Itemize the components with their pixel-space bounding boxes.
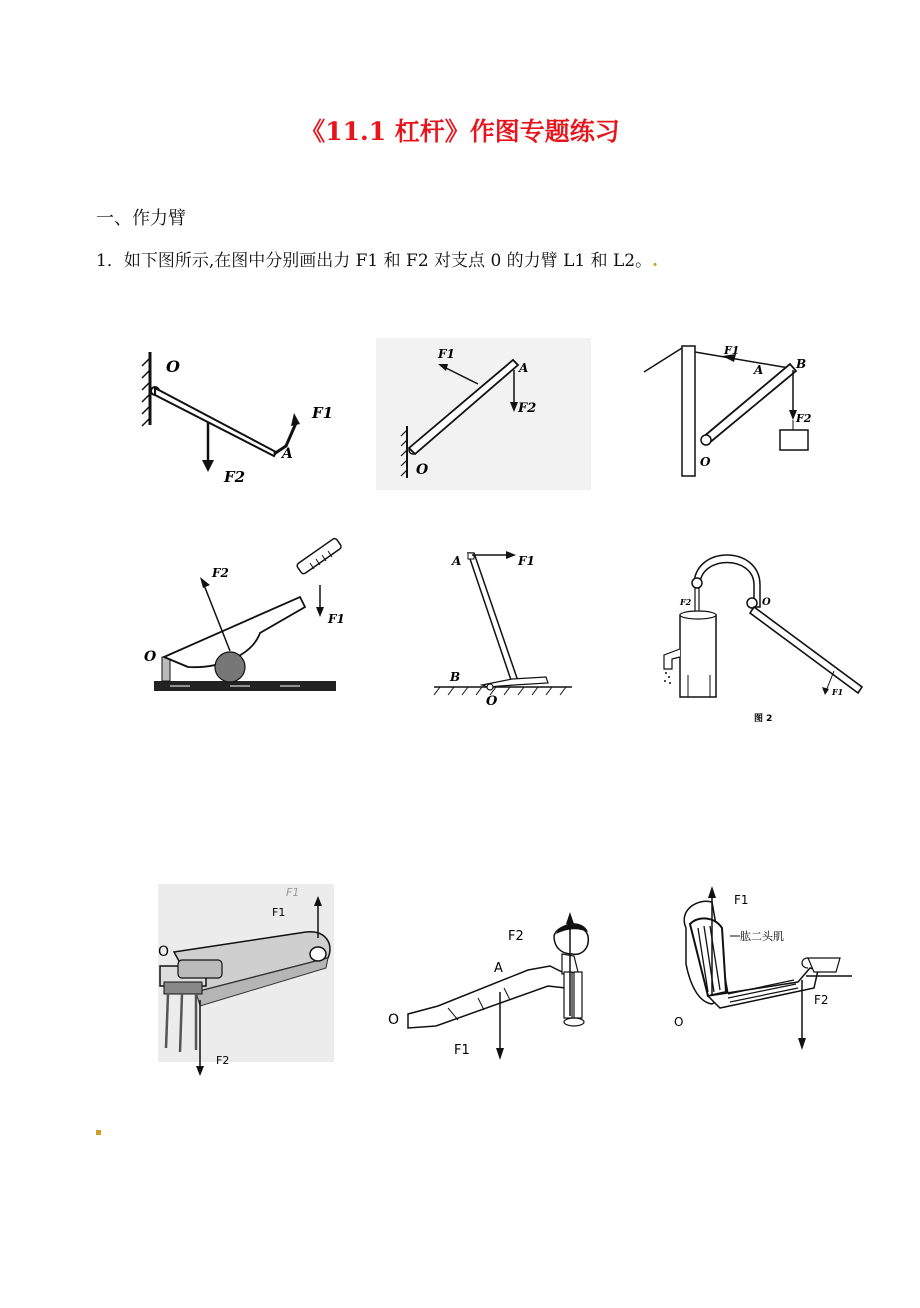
figure-3-pole-rope xyxy=(644,338,814,478)
label-F1: F1 xyxy=(438,347,455,361)
figure-9-arm-biceps xyxy=(668,884,858,1054)
label-F1-faded: F1 xyxy=(286,886,300,899)
figure-7-gripper xyxy=(156,882,336,1078)
page-title: 《11.1 杠杆》作图专题练习 xyxy=(300,117,620,146)
label-A: A xyxy=(754,363,764,377)
label-O: O xyxy=(388,1012,400,1028)
label-F1: F1 xyxy=(454,1043,470,1058)
label-O: O xyxy=(674,1015,684,1029)
label-O: O xyxy=(158,944,170,960)
section-heading: 一、作力臂 xyxy=(96,208,186,229)
question-text: 1．如下图所示,在图中分别画出力 F1 和 F2 对支点 0 的力臂 L1 和 L2。 xyxy=(96,251,653,271)
question-1 xyxy=(96,246,658,271)
label-F2: F2 xyxy=(212,566,229,580)
label-muscle: 肱二头肌 xyxy=(740,930,784,943)
label-F2: F2 xyxy=(814,993,829,1007)
label-F2: F2 xyxy=(508,929,524,944)
label-F1: F1 xyxy=(312,404,334,422)
footer-mark xyxy=(96,1130,101,1135)
label-O: O xyxy=(486,694,498,709)
figure-1-wall-lever xyxy=(136,340,346,490)
figure-5-bent-bar xyxy=(432,545,574,710)
label-F2: F2 xyxy=(680,597,692,607)
question-mark: . xyxy=(652,251,659,271)
label-F2: F2 xyxy=(224,468,246,486)
figure-caption: 图 2 xyxy=(754,714,773,724)
label-F1: F1 xyxy=(328,612,345,626)
label-O: O xyxy=(416,462,429,478)
label-F2: F2 xyxy=(216,1054,230,1067)
label-F2: F2 xyxy=(796,412,812,425)
label-F1: F1 xyxy=(518,554,535,568)
label-F1: F1 xyxy=(734,893,749,907)
label-B: B xyxy=(450,670,461,684)
label-A: A xyxy=(282,446,293,462)
label-B: B xyxy=(796,357,807,371)
label-A: A xyxy=(494,961,503,976)
label-O: O xyxy=(166,357,180,376)
label-F1: F1 xyxy=(272,906,286,919)
label-F2: F2 xyxy=(518,401,537,416)
label-O: O xyxy=(762,597,771,608)
label-F1: F1 xyxy=(724,344,740,357)
figure-2-inclined-rod xyxy=(376,338,591,490)
figure-6-water-pump xyxy=(650,545,870,725)
label-A: A xyxy=(519,361,529,375)
label-A: A xyxy=(452,554,462,568)
figure-8-pushup xyxy=(378,910,610,1066)
figure-4-knife-cutter xyxy=(140,545,345,695)
label-O: O xyxy=(144,649,157,665)
label-O: O xyxy=(700,455,711,469)
label-F1: F1 xyxy=(832,687,844,697)
